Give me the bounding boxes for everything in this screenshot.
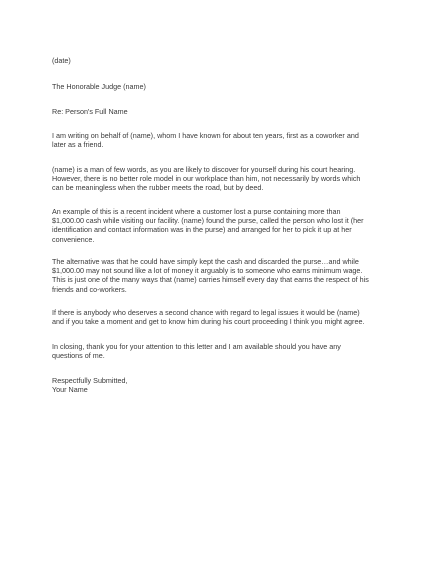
paragraph-line: and if you take a moment and get to know him during his court proceeding I think you might agree. xyxy=(52,317,365,327)
paragraph-line: convenience. xyxy=(52,234,95,244)
paragraph-line: In closing, thank you for your attention to this letter and I am available should you have any xyxy=(52,342,341,351)
paragraph-line: $1,000.00 may not sound like a lot of money it arguably is to someone who earns minimum wage. xyxy=(52,266,363,276)
paragraph-1 xyxy=(52,131,392,149)
paragraph-5 xyxy=(52,308,392,326)
paragraph-line: An example of this is a recent incident where a customer lost a purse containing more than xyxy=(52,207,341,216)
paragraph-line: If there is anybody who deserves a second chance with regard to legal issues it would be (name) xyxy=(52,308,360,317)
addressee-text: The Honorable Judge (name) xyxy=(52,82,146,91)
paragraph-line: $1,000.00 cash while visiting our facility. (name) found the purse, called the person who lost it (her xyxy=(52,216,364,226)
paragraph-line: (name) is a man of few words, as you are likely to discover for yourself during his court hearing. xyxy=(52,165,356,174)
signature-text: Your Name xyxy=(52,385,88,395)
paragraph-2 xyxy=(52,165,392,193)
paragraph-4 xyxy=(52,257,392,294)
paragraph-line: The alternative was that he could have simply kept the cash and discarded the purse…and while xyxy=(52,257,359,266)
paragraph-line: friends and co-workers. xyxy=(52,284,127,294)
paragraph-line: However, there is no better role model in our workplace than him, not necessarily by words which xyxy=(52,174,361,184)
paragraph-3 xyxy=(52,207,392,244)
date-text: (date) xyxy=(52,56,71,65)
letter-date xyxy=(52,56,392,65)
paragraph-line: can be meaningless when the rubber meets the road, but by deed. xyxy=(52,183,264,193)
closing-text: Respectfully Submitted, xyxy=(52,376,128,385)
paragraph-line: questions of me. xyxy=(52,351,105,361)
letter-signoff xyxy=(52,376,392,394)
paragraph-6 xyxy=(52,342,392,360)
paragraph-line: later as a friend. xyxy=(52,140,104,150)
paragraph-line: This is just one of the many ways that (name) carries himself every day that earns the respect of his xyxy=(52,275,369,285)
paragraph-line: I am writing on behalf of (name), whom I have known for about ten years, first as a coworker and xyxy=(52,131,359,140)
letter-addressee xyxy=(52,82,392,91)
paragraph-line: identification and contact information was in the purse) and arranged for her to pick it up at her xyxy=(52,225,352,235)
letter-subject xyxy=(52,107,392,116)
subject-text: Re: Person's Full Name xyxy=(52,107,128,116)
